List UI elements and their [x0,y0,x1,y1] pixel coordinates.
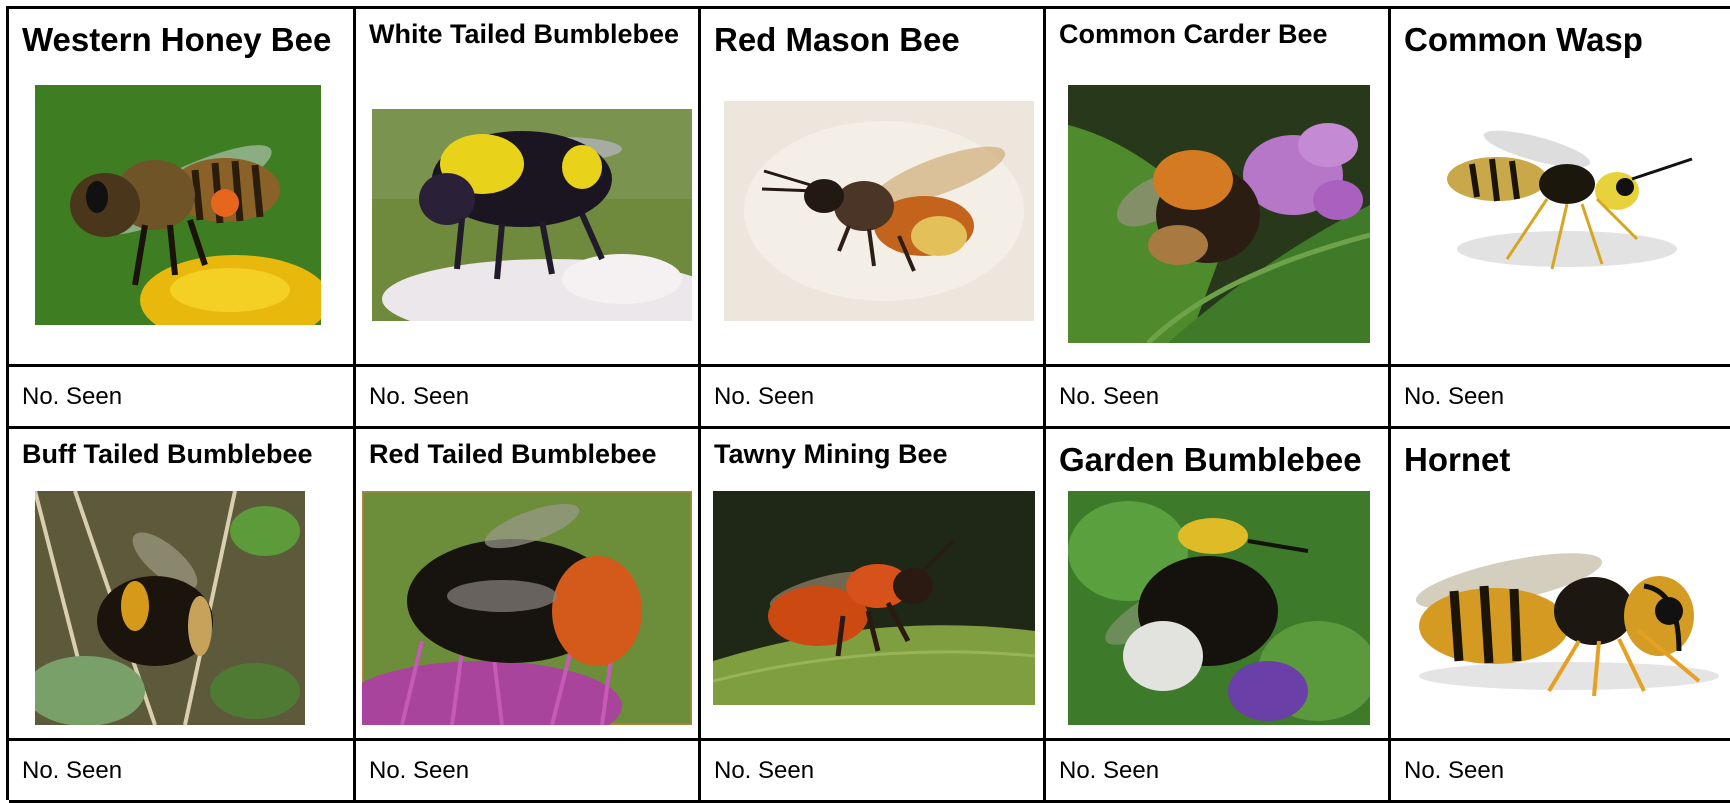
card-buff-tailed-bumblebee [9,429,356,741]
count-red-tailed-bumblebee [356,741,701,803]
count-white-tailed-bumblebee [356,367,701,429]
species-name: Tawny Mining Bee [714,439,948,469]
card-garden-bumblebee [1046,429,1391,741]
count-red-mason-bee [701,367,1046,429]
card-hornet [1391,429,1730,741]
card-white-tailed-bumblebee [356,9,701,367]
garden-bumblebee-photo [1068,491,1370,725]
hornet-photo [1399,491,1729,725]
count-label: No. Seen [369,756,470,784]
card-western-honey-bee [9,9,356,367]
count-common-wasp [1391,367,1730,429]
common-carder-bee-photo [1068,85,1370,343]
count-label: No. Seen [1059,756,1160,784]
count-label: No. Seen [714,382,815,410]
count-western-honey-bee [9,367,356,429]
species-name: Hornet [1404,441,1511,478]
count-label: No. Seen [1059,382,1160,410]
species-name: Common Wasp [1404,21,1643,58]
buff-tailed-bumblebee-photo [35,491,305,725]
count-buff-tailed-bumblebee [9,741,356,803]
insect-tally-sheet [6,6,1730,800]
card-tawny-mining-bee [701,429,1046,741]
count-garden-bumblebee [1046,741,1391,803]
species-name: Western Honey Bee [22,21,332,58]
western-honey-bee-photo [35,85,321,325]
insect-grid [9,9,1730,803]
card-red-tailed-bumblebee [356,429,701,741]
count-label: No. Seen [22,382,123,410]
species-name: Red Tailed Bumblebee [369,439,657,469]
red-tailed-bumblebee-photo [362,491,692,725]
count-label: No. Seen [1404,756,1505,784]
count-label: No. Seen [22,756,123,784]
count-hornet [1391,741,1730,803]
species-name: White Tailed Bumblebee [369,19,680,49]
count-label: No. Seen [714,756,815,784]
species-name: Red Mason Bee [714,21,960,58]
card-common-carder-bee [1046,9,1391,367]
card-common-wasp [1391,9,1730,367]
white-tailed-bumblebee-photo [372,109,692,321]
tawny-mining-bee-photo [713,491,1035,705]
count-common-carder-bee [1046,367,1391,429]
red-mason-bee-photo [724,101,1034,321]
count-tawny-mining-bee [701,741,1046,803]
count-label: No. Seen [369,382,470,410]
species-name: Buff Tailed Bumblebee [22,439,313,469]
species-name: Garden Bumblebee [1059,441,1362,478]
card-red-mason-bee [701,9,1046,367]
species-name: Common Carder Bee [1059,19,1328,49]
count-label: No. Seen [1404,382,1505,410]
common-wasp-photo [1417,119,1707,309]
